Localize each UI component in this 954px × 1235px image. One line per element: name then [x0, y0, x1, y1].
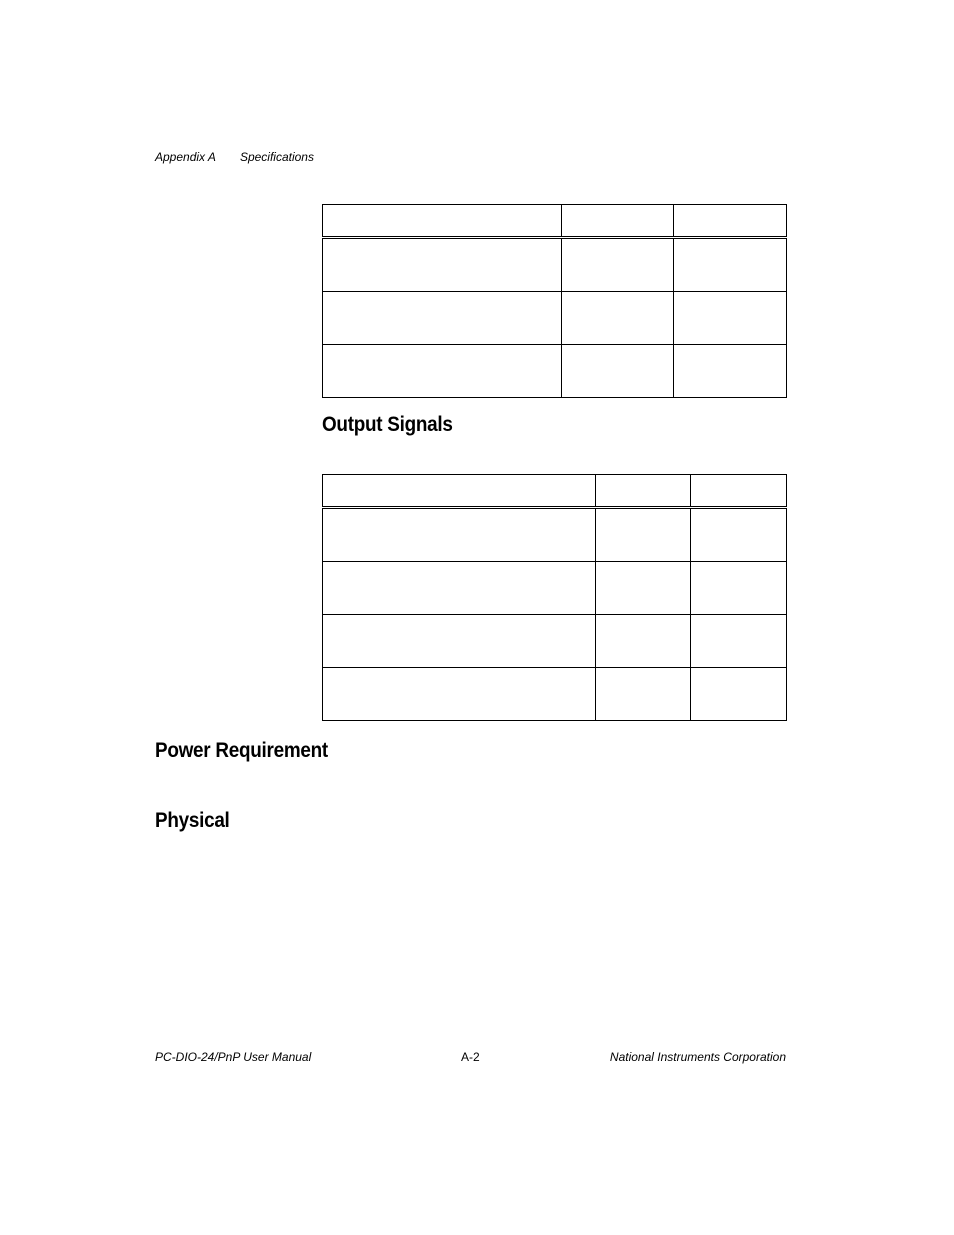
table-cell [674, 205, 787, 238]
table-cell [323, 668, 596, 721]
input-signals-table [322, 204, 787, 398]
running-header [155, 150, 314, 164]
table-cell [323, 238, 562, 292]
table-cell [691, 475, 787, 508]
table-cell [596, 615, 691, 668]
table-cell [323, 345, 562, 398]
chapter-label: Appendix A [155, 150, 216, 164]
table-row [323, 615, 787, 668]
table-cell [596, 475, 691, 508]
table-cell [562, 345, 674, 398]
footer-manual-title: PC-DIO-24/PnP User Manual [155, 1050, 312, 1064]
table-row [323, 292, 787, 345]
table-row [323, 345, 787, 398]
table-cell [691, 668, 787, 721]
table-cell [691, 615, 787, 668]
section-heading-power-requirement: Power Requirement [155, 739, 328, 762]
table-cell [674, 292, 787, 345]
table-cell [596, 508, 691, 562]
table-cell [596, 562, 691, 615]
table-cell [562, 292, 674, 345]
table-cell [323, 205, 562, 238]
table-header-row [323, 205, 787, 238]
table-cell [674, 345, 787, 398]
footer-company: National Instruments Corporation [609, 1050, 786, 1064]
section-heading-output-signals: Output Signals [322, 413, 453, 436]
table-cell [562, 205, 674, 238]
table-cell [323, 615, 596, 668]
table-cell [323, 475, 596, 508]
section-heading-physical: Physical [155, 809, 230, 832]
table-header-row [323, 475, 787, 508]
table-cell [691, 508, 787, 562]
output-signals-table [322, 474, 787, 721]
table-row [323, 238, 787, 292]
table-row [323, 668, 787, 721]
table-row [323, 562, 787, 615]
table-cell [674, 238, 787, 292]
table-cell [323, 562, 596, 615]
table-cell [596, 668, 691, 721]
footer-page-number: A-2 [461, 1050, 480, 1064]
table-cell [323, 292, 562, 345]
section-label: Specifications [239, 150, 314, 164]
table-cell [323, 508, 596, 562]
table-row [323, 508, 787, 562]
table-cell [691, 562, 787, 615]
table-cell [562, 238, 674, 292]
